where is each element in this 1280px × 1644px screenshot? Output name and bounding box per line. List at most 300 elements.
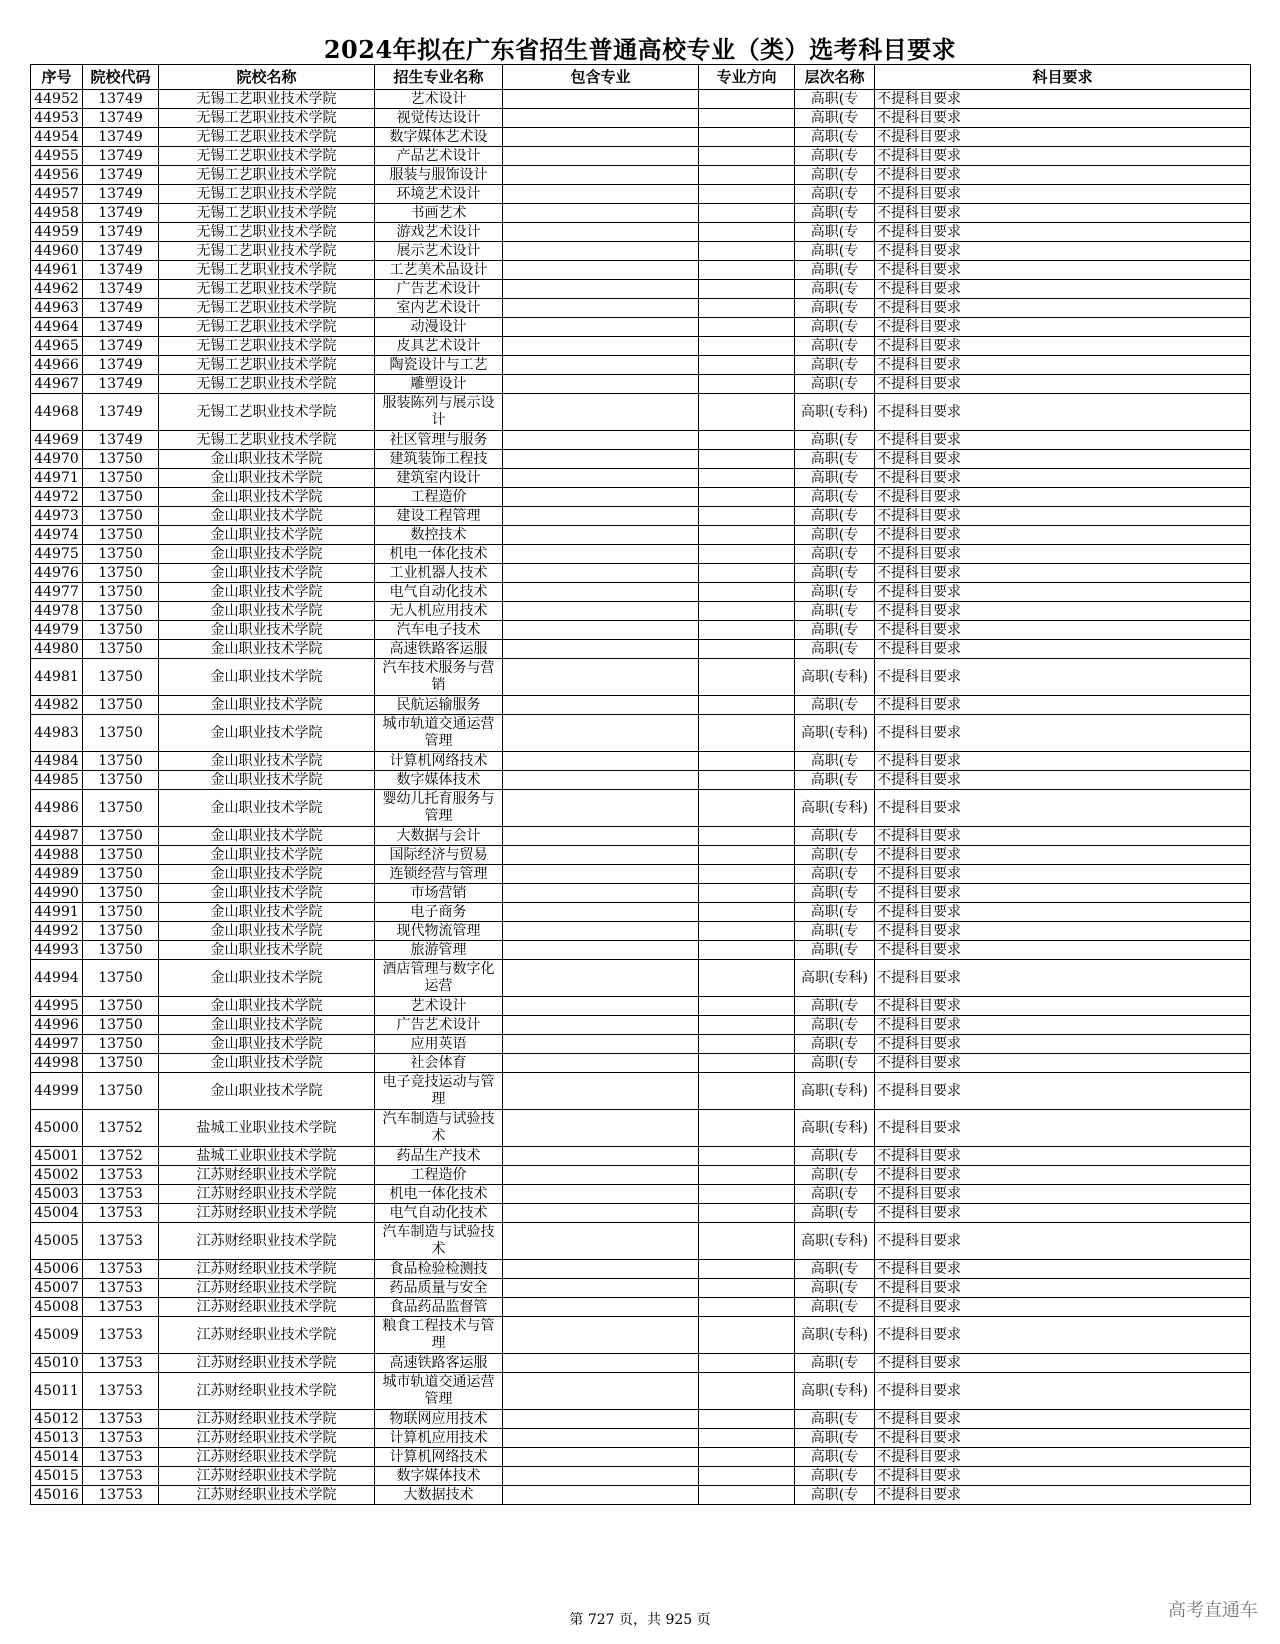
- cell-no: 45006: [31, 1260, 83, 1279]
- cell-direction: [699, 1110, 795, 1147]
- cell-major: 社会体育: [375, 1054, 503, 1073]
- cell-no: 45015: [31, 1467, 83, 1486]
- cell-no: 45014: [31, 1448, 83, 1467]
- header-requirement: 科目要求: [875, 65, 1251, 90]
- cell-requirement: 不提科目要求: [875, 166, 1251, 185]
- cell-school: 无锡工艺职业技术学院: [159, 337, 375, 356]
- cell-major: 产品艺术设计: [375, 147, 503, 166]
- cell-direction: [699, 1467, 795, 1486]
- cell-code: 13750: [83, 884, 159, 903]
- cell-no: 44988: [31, 846, 83, 865]
- cell-school: 江苏财经职业技术学院: [159, 1448, 375, 1467]
- cell-direction: [699, 469, 795, 488]
- cell-requirement: 不提科目要求: [875, 280, 1251, 299]
- cell-included: [503, 469, 699, 488]
- cell-no: 44984: [31, 752, 83, 771]
- cell-requirement: 不提科目要求: [875, 488, 1251, 507]
- cell-major: 粮食工程技术与管理: [375, 1317, 503, 1354]
- cell-level: 高职(专: [795, 356, 875, 375]
- cell-level: 高职(专科): [795, 1373, 875, 1410]
- cell-level: 高职(专: [795, 90, 875, 109]
- cell-no: 44979: [31, 621, 83, 640]
- cell-school: 江苏财经职业技术学院: [159, 1410, 375, 1429]
- table-row: [31, 640, 1251, 659]
- cell-code: 13750: [83, 715, 159, 752]
- table-row: [31, 128, 1251, 147]
- table-row: [31, 337, 1251, 356]
- cell-major: 动漫设计: [375, 318, 503, 337]
- cell-major: 服装陈列与展示设计: [375, 394, 503, 431]
- cell-school: 金山职业技术学院: [159, 941, 375, 960]
- cell-included: [503, 375, 699, 394]
- cell-no: 44975: [31, 545, 83, 564]
- cell-major: 视觉传达设计: [375, 109, 503, 128]
- cell-direction: [699, 583, 795, 602]
- cell-code: 13750: [83, 602, 159, 621]
- header-direction: 专业方向: [699, 65, 795, 90]
- cell-direction: [699, 1054, 795, 1073]
- cell-code: 13750: [83, 865, 159, 884]
- cell-included: [503, 884, 699, 903]
- cell-no: 44963: [31, 299, 83, 318]
- cell-included: [503, 659, 699, 696]
- table-row: [31, 469, 1251, 488]
- cell-school: 无锡工艺职业技术学院: [159, 128, 375, 147]
- header-major: 招生专业名称: [375, 65, 503, 90]
- table-row: [31, 1317, 1251, 1354]
- cell-code: 13750: [83, 827, 159, 846]
- cell-requirement: 不提科目要求: [875, 90, 1251, 109]
- cell-no: 44974: [31, 526, 83, 545]
- cell-direction: [699, 1185, 795, 1204]
- cell-no: 44990: [31, 884, 83, 903]
- cell-direction: [699, 147, 795, 166]
- cell-no: 45007: [31, 1279, 83, 1298]
- cell-direction: [699, 1298, 795, 1317]
- cell-code: 13750: [83, 488, 159, 507]
- table-row: [31, 1204, 1251, 1223]
- cell-included: [503, 318, 699, 337]
- cell-included: [503, 280, 699, 299]
- cell-major: 艺术设计: [375, 90, 503, 109]
- table-row: [31, 545, 1251, 564]
- cell-major: 广告艺术设计: [375, 280, 503, 299]
- cell-direction: [699, 997, 795, 1016]
- cell-school: 金山职业技术学院: [159, 469, 375, 488]
- requirements-table: [30, 64, 1251, 1505]
- cell-requirement: 不提科目要求: [875, 394, 1251, 431]
- cell-included: [503, 1317, 699, 1354]
- table-row: [31, 1166, 1251, 1185]
- cell-school: 无锡工艺职业技术学院: [159, 90, 375, 109]
- cell-major: 电子商务: [375, 903, 503, 922]
- cell-school: 无锡工艺职业技术学院: [159, 318, 375, 337]
- table-row: [31, 204, 1251, 223]
- cell-code: 13749: [83, 337, 159, 356]
- cell-major: 艺术设计: [375, 997, 503, 1016]
- cell-direction: [699, 318, 795, 337]
- cell-no: 44953: [31, 109, 83, 128]
- cell-no: 44957: [31, 185, 83, 204]
- cell-code: 13753: [83, 1166, 159, 1185]
- cell-level: 高职(专科): [795, 659, 875, 696]
- cell-school: 江苏财经职业技术学院: [159, 1373, 375, 1410]
- cell-code: 13749: [83, 431, 159, 450]
- cell-direction: [699, 1223, 795, 1260]
- cell-no: 44991: [31, 903, 83, 922]
- cell-code: 13753: [83, 1204, 159, 1223]
- cell-school: 无锡工艺职业技术学院: [159, 185, 375, 204]
- cell-requirement: 不提科目要求: [875, 1410, 1251, 1429]
- cell-no: 44958: [31, 204, 83, 223]
- table-row: [31, 771, 1251, 790]
- cell-no: 45001: [31, 1147, 83, 1166]
- cell-school: 无锡工艺职业技术学院: [159, 147, 375, 166]
- cell-included: [503, 223, 699, 242]
- cell-school: 金山职业技术学院: [159, 507, 375, 526]
- cell-major: 皮具艺术设计: [375, 337, 503, 356]
- cell-code: 13750: [83, 659, 159, 696]
- table-row: [31, 431, 1251, 450]
- cell-no: 44981: [31, 659, 83, 696]
- cell-school: 金山职业技术学院: [159, 846, 375, 865]
- cell-level: 高职(专: [795, 1486, 875, 1505]
- cell-included: [503, 450, 699, 469]
- cell-school: 金山职业技术学院: [159, 640, 375, 659]
- cell-major: 广告艺术设计: [375, 1016, 503, 1035]
- cell-requirement: 不提科目要求: [875, 450, 1251, 469]
- cell-code: 13753: [83, 1317, 159, 1354]
- cell-school: 无锡工艺职业技术学院: [159, 109, 375, 128]
- cell-major: 计算机网络技术: [375, 1448, 503, 1467]
- cell-no: 44970: [31, 450, 83, 469]
- cell-school: 金山职业技术学院: [159, 752, 375, 771]
- cell-direction: [699, 109, 795, 128]
- cell-code: 13750: [83, 640, 159, 659]
- cell-code: 13750: [83, 941, 159, 960]
- cell-school: 无锡工艺职业技术学院: [159, 356, 375, 375]
- cell-code: 13749: [83, 280, 159, 299]
- cell-major: 工程造价: [375, 488, 503, 507]
- cell-requirement: 不提科目要求: [875, 1035, 1251, 1054]
- cell-requirement: 不提科目要求: [875, 696, 1251, 715]
- cell-included: [503, 431, 699, 450]
- cell-code: 13750: [83, 564, 159, 583]
- table-row: [31, 185, 1251, 204]
- cell-level: 高职(专: [795, 1467, 875, 1486]
- cell-level: 高职(专: [795, 941, 875, 960]
- cell-direction: [699, 941, 795, 960]
- cell-school: 金山职业技术学院: [159, 450, 375, 469]
- cell-level: 高职(专: [795, 450, 875, 469]
- cell-major: 建筑室内设计: [375, 469, 503, 488]
- cell-level: 高职(专: [795, 1279, 875, 1298]
- cell-major: 工业机器人技术: [375, 564, 503, 583]
- cell-requirement: 不提科目要求: [875, 375, 1251, 394]
- cell-requirement: 不提科目要求: [875, 431, 1251, 450]
- table-row: [31, 1110, 1251, 1147]
- cell-level: 高职(专科): [795, 1317, 875, 1354]
- table-row: [31, 90, 1251, 109]
- cell-no: 45003: [31, 1185, 83, 1204]
- cell-code: 13753: [83, 1223, 159, 1260]
- table-row: [31, 790, 1251, 827]
- cell-direction: [699, 1035, 795, 1054]
- cell-code: 13753: [83, 1373, 159, 1410]
- cell-no: 44961: [31, 261, 83, 280]
- table-row: [31, 1016, 1251, 1035]
- cell-direction: [699, 865, 795, 884]
- cell-level: 高职(专: [795, 1260, 875, 1279]
- cell-requirement: 不提科目要求: [875, 109, 1251, 128]
- cell-included: [503, 147, 699, 166]
- cell-no: 44965: [31, 337, 83, 356]
- cell-code: 13750: [83, 526, 159, 545]
- cell-code: 13753: [83, 1354, 159, 1373]
- cell-requirement: 不提科目要求: [875, 790, 1251, 827]
- cell-code: 13750: [83, 545, 159, 564]
- table-row: [31, 1467, 1251, 1486]
- cell-direction: [699, 299, 795, 318]
- cell-no: 45012: [31, 1410, 83, 1429]
- cell-no: 44966: [31, 356, 83, 375]
- table-row: [31, 318, 1251, 337]
- cell-major: 机电一体化技术: [375, 545, 503, 564]
- cell-direction: [699, 394, 795, 431]
- cell-level: 高职(专: [795, 1166, 875, 1185]
- cell-included: [503, 545, 699, 564]
- cell-school: 金山职业技术学院: [159, 715, 375, 752]
- cell-major: 药品质量与安全: [375, 1279, 503, 1298]
- cell-school: 金山职业技术学院: [159, 960, 375, 997]
- cell-direction: [699, 488, 795, 507]
- cell-school: 无锡工艺职业技术学院: [159, 280, 375, 299]
- cell-direction: [699, 1147, 795, 1166]
- cell-included: [503, 1354, 699, 1373]
- cell-code: 13750: [83, 507, 159, 526]
- table-row: [31, 884, 1251, 903]
- cell-no: 45008: [31, 1298, 83, 1317]
- cell-no: 44993: [31, 941, 83, 960]
- cell-no: 44989: [31, 865, 83, 884]
- cell-major: 应用英语: [375, 1035, 503, 1054]
- cell-major: 高速铁路客运服: [375, 640, 503, 659]
- cell-code: 13749: [83, 394, 159, 431]
- cell-requirement: 不提科目要求: [875, 318, 1251, 337]
- table-row: [31, 752, 1251, 771]
- cell-included: [503, 90, 699, 109]
- cell-direction: [699, 564, 795, 583]
- cell-requirement: 不提科目要求: [875, 1429, 1251, 1448]
- cell-code: 13750: [83, 903, 159, 922]
- cell-code: 13749: [83, 356, 159, 375]
- cell-included: [503, 242, 699, 261]
- cell-no: 44982: [31, 696, 83, 715]
- cell-direction: [699, 621, 795, 640]
- cell-school: 江苏财经职业技术学院: [159, 1467, 375, 1486]
- cell-major: 无人机应用技术: [375, 602, 503, 621]
- cell-level: 高职(专: [795, 299, 875, 318]
- cell-school: 金山职业技术学院: [159, 997, 375, 1016]
- cell-code: 13750: [83, 1016, 159, 1035]
- cell-no: 44996: [31, 1016, 83, 1035]
- cell-level: 高职(专科): [795, 1223, 875, 1260]
- cell-major: 数字媒体技术: [375, 1467, 503, 1486]
- cell-level: 高职(专: [795, 431, 875, 450]
- cell-level: 高职(专科): [795, 1073, 875, 1110]
- cell-requirement: 不提科目要求: [875, 337, 1251, 356]
- cell-included: [503, 1054, 699, 1073]
- cell-school: 金山职业技术学院: [159, 583, 375, 602]
- table-row: [31, 507, 1251, 526]
- cell-included: [503, 1185, 699, 1204]
- cell-no: 45016: [31, 1486, 83, 1505]
- cell-school: 江苏财经职业技术学院: [159, 1317, 375, 1354]
- cell-no: 44956: [31, 166, 83, 185]
- cell-direction: [699, 1260, 795, 1279]
- cell-code: 13749: [83, 318, 159, 337]
- cell-requirement: 不提科目要求: [875, 640, 1251, 659]
- cell-no: 44995: [31, 997, 83, 1016]
- cell-included: [503, 507, 699, 526]
- cell-code: 13750: [83, 583, 159, 602]
- cell-school: 金山职业技术学院: [159, 771, 375, 790]
- cell-code: 13750: [83, 1035, 159, 1054]
- cell-no: 44954: [31, 128, 83, 147]
- cell-requirement: 不提科目要求: [875, 827, 1251, 846]
- table-row: [31, 1035, 1251, 1054]
- table-row: [31, 1298, 1251, 1317]
- cell-level: 高职(专: [795, 1354, 875, 1373]
- cell-level: 高职(专: [795, 1185, 875, 1204]
- cell-school: 金山职业技术学院: [159, 602, 375, 621]
- cell-included: [503, 185, 699, 204]
- watermark: 高考直通车: [1168, 1600, 1258, 1621]
- cell-code: 13749: [83, 242, 159, 261]
- cell-school: 金山职业技术学院: [159, 1073, 375, 1110]
- cell-level: 高职(专: [795, 1016, 875, 1035]
- cell-requirement: 不提科目要求: [875, 1223, 1251, 1260]
- table-row: [31, 1260, 1251, 1279]
- cell-code: 13753: [83, 1298, 159, 1317]
- cell-no: 44959: [31, 223, 83, 242]
- cell-no: 44985: [31, 771, 83, 790]
- cell-included: [503, 1448, 699, 1467]
- page-title: 2024年拟在广东省招生普通高校专业（类）选考科目要求: [323, 35, 957, 64]
- cell-code: 13749: [83, 166, 159, 185]
- cell-major: 工艺美术品设计: [375, 261, 503, 280]
- cell-code: 13749: [83, 185, 159, 204]
- cell-level: 高职(专: [795, 1204, 875, 1223]
- cell-school: 江苏财经职业技术学院: [159, 1298, 375, 1317]
- cell-included: [503, 1373, 699, 1410]
- cell-level: 高职(专: [795, 375, 875, 394]
- cell-code: 13753: [83, 1486, 159, 1505]
- cell-code: 13749: [83, 109, 159, 128]
- cell-requirement: 不提科目要求: [875, 507, 1251, 526]
- cell-major: 汽车制造与试验技术: [375, 1223, 503, 1260]
- cell-code: 13750: [83, 752, 159, 771]
- cell-major: 汽车电子技术: [375, 621, 503, 640]
- cell-requirement: 不提科目要求: [875, 1467, 1251, 1486]
- table-row: [31, 261, 1251, 280]
- cell-included: [503, 903, 699, 922]
- cell-direction: [699, 1429, 795, 1448]
- cell-level: 高职(专: [795, 696, 875, 715]
- cell-major: 酒店管理与数字化运营: [375, 960, 503, 997]
- cell-major: 高速铁路客运服: [375, 1354, 503, 1373]
- cell-major: 物联网应用技术: [375, 1410, 503, 1429]
- cell-major: 工程造价: [375, 1166, 503, 1185]
- cell-direction: [699, 1073, 795, 1110]
- table-row: [31, 356, 1251, 375]
- table-row: [31, 1185, 1251, 1204]
- cell-requirement: 不提科目要求: [875, 1448, 1251, 1467]
- cell-requirement: 不提科目要求: [875, 564, 1251, 583]
- cell-no: 45013: [31, 1429, 83, 1448]
- cell-major: 社区管理与服务: [375, 431, 503, 450]
- cell-major: 城市轨道交通运营管理: [375, 1373, 503, 1410]
- cell-requirement: 不提科目要求: [875, 1260, 1251, 1279]
- cell-included: [503, 1073, 699, 1110]
- table-row: [31, 1429, 1251, 1448]
- cell-major: 食品检验检测技: [375, 1260, 503, 1279]
- page-footer: 第 727 页，共 925 页: [569, 1612, 711, 1628]
- cell-school: 金山职业技术学院: [159, 865, 375, 884]
- cell-requirement: 不提科目要求: [875, 1073, 1251, 1110]
- cell-major: 汽车技术服务与营销: [375, 659, 503, 696]
- cell-school: 金山职业技术学院: [159, 922, 375, 941]
- cell-code: 13749: [83, 90, 159, 109]
- table-row: [31, 941, 1251, 960]
- cell-school: 无锡工艺职业技术学院: [159, 299, 375, 318]
- cell-direction: [699, 659, 795, 696]
- cell-major: 国际经济与贸易: [375, 846, 503, 865]
- cell-included: [503, 771, 699, 790]
- table-row: [31, 903, 1251, 922]
- cell-included: [503, 109, 699, 128]
- cell-level: 高职(专: [795, 997, 875, 1016]
- cell-requirement: 不提科目要求: [875, 147, 1251, 166]
- cell-included: [503, 337, 699, 356]
- cell-level: 高职(专: [795, 204, 875, 223]
- cell-requirement: 不提科目要求: [875, 583, 1251, 602]
- cell-code: 13749: [83, 147, 159, 166]
- cell-school: 无锡工艺职业技术学院: [159, 242, 375, 261]
- cell-school: 无锡工艺职业技术学院: [159, 223, 375, 242]
- cell-direction: [699, 715, 795, 752]
- cell-code: 13753: [83, 1260, 159, 1279]
- table-row: [31, 621, 1251, 640]
- cell-code: 13753: [83, 1410, 159, 1429]
- cell-no: 44968: [31, 394, 83, 431]
- cell-included: [503, 1467, 699, 1486]
- cell-included: [503, 1410, 699, 1429]
- cell-code: 13750: [83, 469, 159, 488]
- cell-major: 机电一体化技术: [375, 1185, 503, 1204]
- cell-major: 雕塑设计: [375, 375, 503, 394]
- cell-school: 金山职业技术学院: [159, 1054, 375, 1073]
- cell-major: 书画艺术: [375, 204, 503, 223]
- table-row: [31, 147, 1251, 166]
- cell-direction: [699, 640, 795, 659]
- cell-requirement: 不提科目要求: [875, 997, 1251, 1016]
- table-row: [31, 715, 1251, 752]
- cell-school: 金山职业技术学院: [159, 790, 375, 827]
- table-row: [31, 1354, 1251, 1373]
- cell-major: 婴幼儿托育服务与管理: [375, 790, 503, 827]
- table-row: [31, 526, 1251, 545]
